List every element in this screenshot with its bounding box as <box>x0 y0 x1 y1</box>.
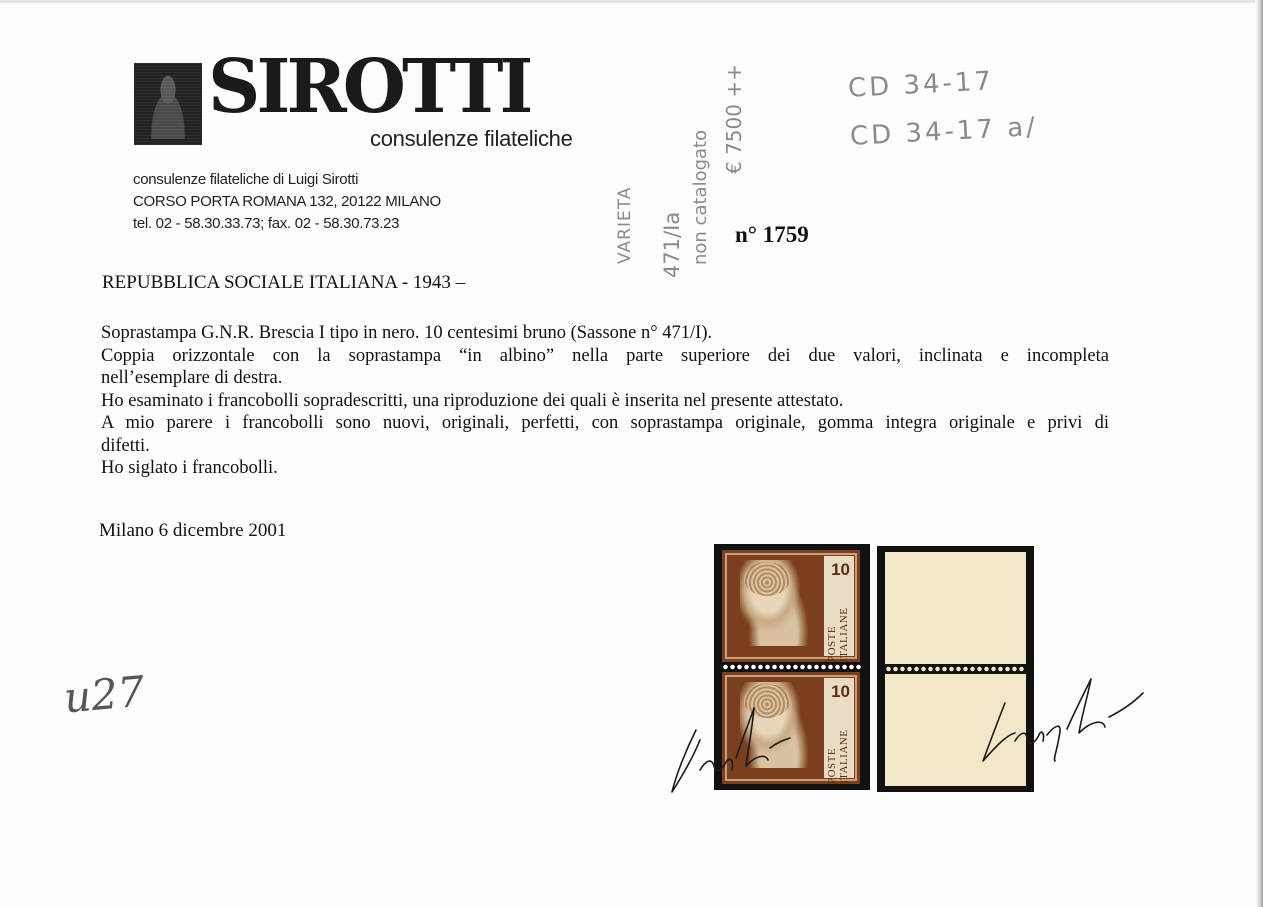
stamp-top <box>722 550 860 662</box>
pencil-note-price: € 7500 ++ <box>722 64 746 174</box>
certificate-body <box>101 322 1109 480</box>
certificate-number: n° 1759 <box>735 222 809 247</box>
signature-front <box>666 700 816 800</box>
logo-emblem <box>134 63 202 145</box>
opinion-statement: A mio parere i francobolli sono nuovi, originali, perfetti, con soprastampa originale, gomma integra originale e privi di <box>101 413 1109 433</box>
brand-logo: SIROTTI <box>208 44 530 130</box>
examination-statement: Ho esaminato i francobolli sopradescritti, una riproduzione dei quali è inserita nel presente attestato. <box>101 390 844 411</box>
description-line: nell’esemplare di destra. <box>101 368 283 388</box>
address-line-1: consulenze filateliche di Luigi Sirotti <box>133 171 359 188</box>
page-edge-top <box>0 0 1263 3</box>
signed-statement: Ho siglato i francobolli. <box>101 458 278 478</box>
stamp-value: 10 <box>831 560 850 579</box>
stamp-value: 10 <box>831 682 850 701</box>
pencil-ref-1: CD 34-17 <box>847 66 995 104</box>
stamp-inscription: POSTE ITALIANE <box>826 607 850 662</box>
stamp-inscription: POSTE ITALIANE <box>826 729 850 784</box>
description-line: Soprastampa G.N.R. Brescia I tipo in nero. 10 centesimi bruno (Sassone n° 471/I). <box>101 323 713 343</box>
address-line-3: tel. 02 - 58.30.33.73; fax. 02 - 58.30.73.23 <box>133 215 400 232</box>
perforation <box>885 665 1026 673</box>
pencil-ref-2: CD 34-17 a/ <box>849 112 1039 152</box>
opinion-statement-cont: difetti. <box>101 435 150 456</box>
signature-back <box>975 675 1150 770</box>
address-line-2: CORSO PORTA ROMANA 132, 20122 MILANO <box>133 193 441 210</box>
perforation <box>722 663 862 671</box>
page-edge-right <box>1255 0 1263 907</box>
description-line: Coppia orizzontale con la soprastampa “in albino” nella parte superiore dei due valori, inclinata e incompleta <box>101 345 1109 366</box>
inventory-mark: u27 <box>62 666 147 723</box>
brand-tagline: consulenze filateliche <box>370 126 573 151</box>
stamp-gum-top <box>885 552 1026 664</box>
pencil-note-uncatalogued: non catalogato <box>690 129 711 265</box>
pencil-note-catalog: 471/Ia <box>660 211 684 278</box>
pencil-note-variety: VARIETA <box>615 186 635 264</box>
certificate-date: Milano 6 dicembre 2001 <box>99 520 287 541</box>
document-title: REPUBBLICA SOCIALE ITALIANA - 1943 – <box>102 272 466 293</box>
